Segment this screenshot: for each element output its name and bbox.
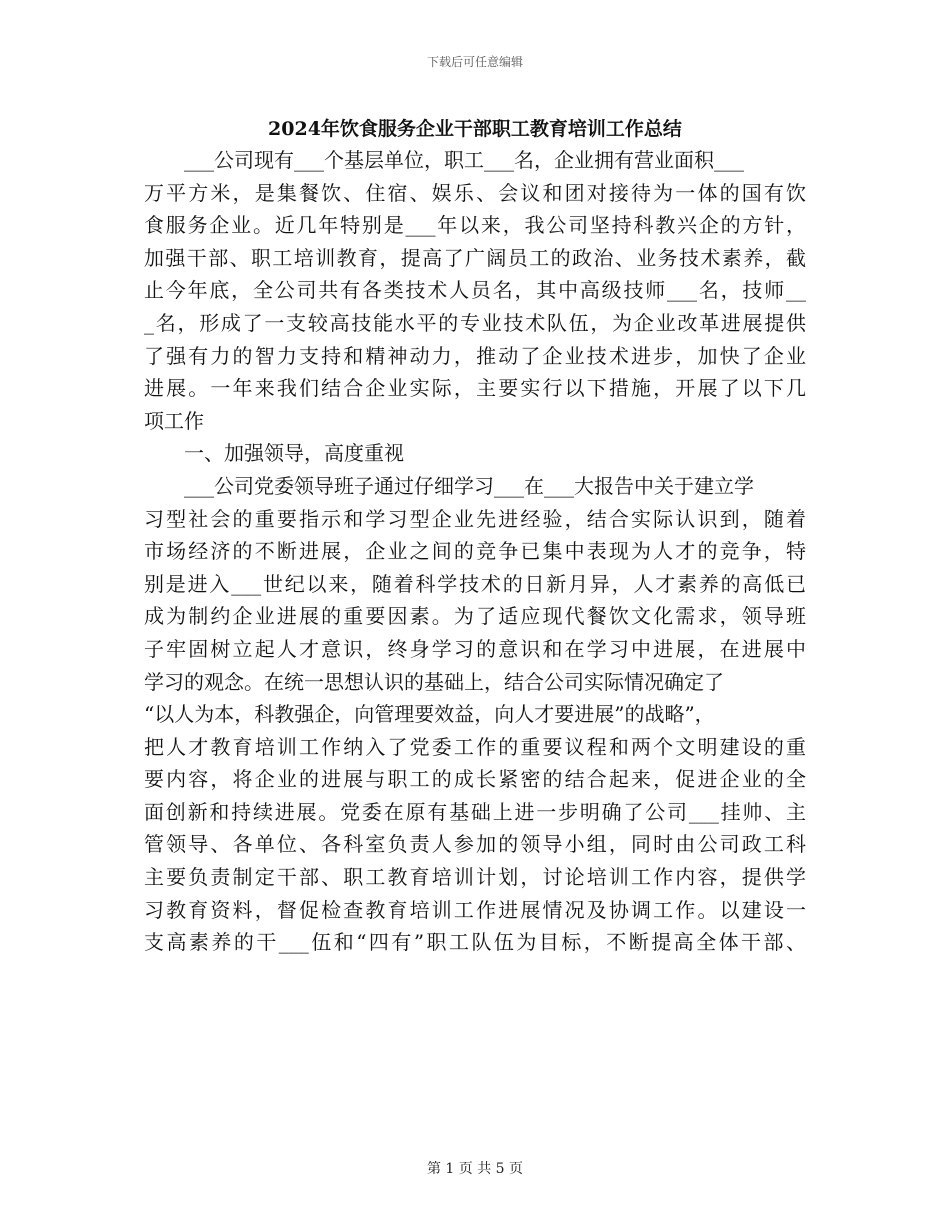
body-line: 习教育资料，督促检查教育培训工作进展情况及协调工作。以建设一: [144, 897, 806, 922]
body-line: 了强有力的智力支持和精神动力，推动了企业技术进步，加快了企业: [144, 343, 806, 368]
page-number: 第 1 页 共 5 页: [426, 1161, 524, 1177]
body-line: 进展。一年来我们结合企业实际，主要实行以下措施，开展了以下几: [144, 376, 806, 401]
body-line: 习型社会的重要指示和学习型企业先进经验，结合实际认识到，随着: [144, 506, 806, 531]
header-note: 下载后可任意编辑: [426, 55, 523, 69]
body-line: 加强干部、职工培训教育，提高了广阔员工的政治、业务技术素养，截: [144, 245, 806, 270]
body-line: 面创新和持续进展。党委在原有基础上进一步明确了公司___挂帅、主: [144, 799, 806, 824]
document-title: 2024年饮食服务企业干部职工教育培训工作总结: [268, 118, 682, 140]
body-line: 食服务企业。近几年特别是___年以来，我公司坚持科教兴企的方针，: [144, 213, 806, 238]
body-line: 把人才教育培训工作纳入了党委工作的重要议程和两个文明建设的重: [144, 734, 806, 759]
body-line: 成为制约企业进展的重要因素。为了适应现代餐饮文化需求，领导班: [144, 604, 806, 629]
body-line: 市场经济的不断进展，企业之间的竞争已集中表现为人才的竞争，特: [144, 539, 806, 564]
body-line: 万平方米，是集餐饮、住宿、娱乐、会议和团对接待为一体的国有饮: [144, 180, 806, 205]
body-line: ___公司党委领导班子通过仔细学习___在___大报告中关于建立学: [184, 473, 754, 498]
body-line: 要内容，将企业的进展与职工的成长紧密的结合起来，促进企业的全: [144, 767, 806, 792]
body-line: 项工作: [144, 408, 204, 433]
body-line: 子牢固树立起人才意识，终身学习的意识和在学习中进展，在进展中: [144, 636, 806, 661]
body-line: 学习的观念。在统一思想认识的基础上，结合公司实际情况确定了: [144, 669, 724, 694]
body-line: 管领导、各单位、各科室负责人参加的领导小组，同时由公司政工科: [144, 832, 806, 857]
body-line: 止今年底，全公司共有各类技术人员名，其中高级技师___名，技师__: [144, 278, 806, 303]
body-line: ___公司现有___个基层单位，职工___名，企业拥有营业面积___: [184, 148, 744, 172]
body-line: 主要负责制定干部、职工教育培训计划，讨论培训工作内容，提供学: [144, 865, 806, 890]
body-line: 支高素养的干___伍和“四有”职工队伍为目标，不断提高全体干部、: [144, 930, 806, 955]
body-line: _名，形成了一支较高技能水平的专业技术队伍，为企业改革进展提供: [144, 310, 806, 335]
body-line: 别是进入___世纪以来，随着科学技术的日新月异，人才素养的高低已: [144, 571, 806, 596]
document-body: [144, 144, 806, 959]
section-heading: 一、加强领导，高度重视: [184, 441, 404, 466]
body-line: “以人为本，科教强企，向管理要效益，向人才要进展”的战略”，: [144, 702, 715, 727]
